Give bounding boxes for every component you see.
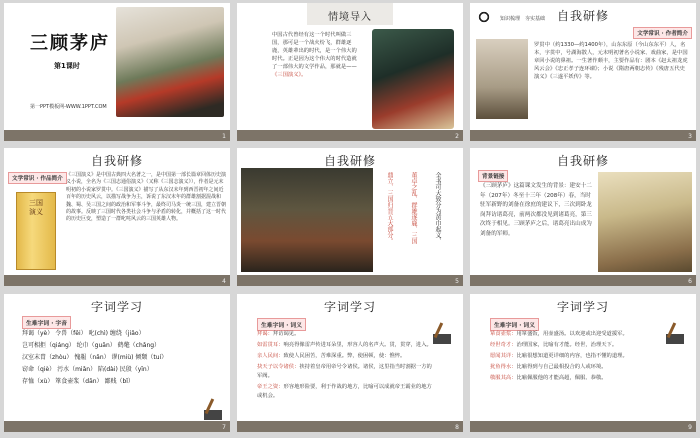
section-tag: 文学常识 · 作品简介 [8,172,67,184]
intro-text [272,31,362,79]
structure-text-col-3: 鼎立、三国归晋五大部分。 [386,172,393,244]
slide-number: 3 [688,133,692,140]
slide-footer-bar [4,275,230,286]
slide-title: 情境导入 [328,12,372,23]
definition: 比喻得到与自己最相投合的人或环境。 [516,364,607,370]
slide-footer-bar [470,421,696,432]
slide-footer-bar [470,275,696,286]
slide-footer-bar [470,130,696,141]
slide-number: 1 [222,133,226,140]
slide-number: 7 [222,424,226,431]
heroes-painting [372,29,454,129]
term: 拜谒： [257,331,273,337]
slide-title: 字词学习 [556,300,609,314]
slide-subtitle: 第1课时 [54,62,80,70]
term: 箪食壶浆： [490,331,517,337]
term: 抉天子以令诸侯： [257,364,300,370]
definition: 响亮得像雷声传进耳朵里，形容人的名声大。贯，贯穿，进入。 [283,342,432,348]
knowledge-caption: 知识梳理 夯实基础 [500,16,546,22]
definition-item [490,352,670,361]
definition-item [490,341,670,350]
pronunciation-line: 拜谒（yè） 令兽（fěi） 叱(chì) 缠绕（jiǎo） [22,330,145,337]
definition-list [490,330,670,385]
slide-footer-bar [237,130,463,141]
section-tag: 生难字词 · 字音 [22,316,71,329]
definition-item [490,374,670,383]
template-url: 第一PPT模板网-WWW.1PPT.COM [30,104,107,110]
book-title: 三国演义 [29,199,43,216]
section-tag: 生难字词 · 词义 [257,318,306,331]
slide-thumbnail-9[interactable] [470,294,696,432]
definition: 致使人民困苦，苦难深重。弊，使困顿，使：憔悴。 [283,353,406,359]
section-tag: 生难字词 · 词义 [490,318,539,331]
slide-title: 自我研修 [323,154,376,168]
definition: 用箪盛饭，用壶盛汤。以欢迎或出迎受道援军。 [516,331,628,337]
slide-footer-bar [237,421,463,432]
slide-thumbnail-3[interactable] [470,3,696,141]
slide-thumbnail-4[interactable] [4,148,230,286]
slide-title: 字词学习 [323,300,376,314]
slide-thumbnail-8[interactable] [237,294,463,432]
slide-title: 自我研修 [90,154,143,168]
term: 愿闻其详： [490,353,517,359]
painting-image [116,7,224,117]
pronunciation-list [22,328,200,388]
slide-number: 9 [688,424,692,431]
term: 亲人民间： [257,353,284,359]
structure-text-col-1: 全书可大致分为黄巾起义、 [434,172,441,244]
definition-item [257,352,437,361]
author-portrait [476,39,528,119]
term: 经世奇才： [490,342,517,348]
slide-thumbnail-2[interactable] [237,3,463,141]
pronunciation-line: 存恤（xù） 箪食壶浆（dān） 鄙贱（bǐ） [22,378,134,385]
author-intro-text: 罗贯中（约1330—约1400年），山东东原（今山东东平）人，名本，字贯中，号湖海散人，元末明初著名小说家、戏曲家，是中国章回小说的鼻祖。一生著作颇丰，主要作品有：剧本《赵太祖龙虎风云会》《忠正孝子连环谏》；小说《隋唐两朝志传》《残唐五代史演义》《三遂平妖传》等。 [534,42,688,80]
background-text: 《三顾茅庐》这篇课文发生的背景：建安十二年（207年）冬至十三年（208年）春，当时驻军新野的刘备在徐庶的建议下，三次到卧龙岗拜访诸葛亮，前两次都没见到诸葛亮，第三次终于相见。三顾茅庐之后，诸葛亮出山成为刘备的军师。 [480,183,592,237]
definition: 拜访谒见。 [272,331,300,337]
slide-thumbnail-6[interactable] [470,148,696,286]
definition: 挟持着皇帝用帝号令诸侯。诸侯，这里指当时割据一方的军阀。 [257,364,432,379]
term: 敬服其高： [490,375,517,381]
term: 如雷贯耳： [257,342,284,348]
brush-inkstone-icon [200,394,230,424]
slide-thumbnail-7[interactable] [4,294,230,432]
definition: 形容地形险要，利于作战的地方，比喻可以成就帝王霸业的地方或机会。 [257,384,432,399]
structure-text-col-2: 董卓之乱、群雄逐鹿、三国 [410,172,417,244]
intro-highlight: 《三国演义》。 [272,72,307,78]
slide-footer-bar [237,275,463,286]
work-intro-text: 《三国演义》是中国古典四大名著之一，是中国第一部长篇章回体历史演义小说，全名为《三国志通俗演义》（又称《三国志演义》），作者是元末明初的小说家罗贯中。《三国演义》描写了从东汉末年到西晋初年之间近百年的历史风云，以描写战争为主，诉说了东汉末年的群雄割据混战和魏、蜀、吴三国之间的政治和军事斗争，最终司马炎一统三国，建立晋朝的故事。反映了三国时代各类社会斗争与矛盾的转化，并概括了这一时代的历史巨变，塑造了一群叱咤风云的三国英雄人物。 [66,172,227,223]
slide-thumbnail-5[interactable] [237,148,463,286]
slide-footer-bar [4,130,230,141]
definition-item [490,363,670,372]
slide-footer-bar [4,421,230,432]
definition-list [257,330,437,403]
definition: 治理国家，比喻有才能。经世，治理天下。 [516,342,618,348]
slide-number: 2 [455,133,459,140]
definition: 比喻佩服他的才能高超，佩服、恭敬。 [516,375,607,381]
slide-title: 自我研修 [556,154,609,168]
section-tag: 背景链接 [478,170,508,182]
tv-drama-still [241,168,373,272]
slide-title: 三顾茅庐 [30,33,110,54]
slide-number: 5 [455,278,459,285]
definition-item [257,363,437,381]
thatched-cottage-painting [598,172,692,272]
slide-number: 8 [455,424,459,431]
term: 犹鱼得水： [490,364,517,370]
pronunciation-line: 窃命（qiè） 污水（miǎn） 陷(dài) 民殷（yīn） [22,366,153,373]
section-tag: 文学常识 · 作者简介 [633,27,692,39]
term: 帝王之资： [257,384,284,390]
pronunciation-line: 汉室末胄（zhòu） 愧赧（nǎn） 谬(miù) 倾颓（tuí） [22,354,168,361]
definition-item [257,330,437,339]
slide-thumbnail-1[interactable] [4,3,230,141]
definition-item [257,383,437,401]
definition: 比喻很想知道更详细的内容，也指不懂的道理。 [516,353,628,359]
book-cover-image [16,192,56,270]
slide-title: 自我研修 [556,9,609,23]
slide-number: 4 [222,278,226,285]
definition-item [257,341,437,350]
intro-body: 中国古代曾经有这一个时代叫做三国，那可是一个战火纷飞，群雄逐鹿，英雄辈出的时代，是一个伟大的时代。正是因为这个伟大的时代造就了一部伟大的文学作品，那就是—— [272,32,357,70]
slide-number: 6 [688,278,692,285]
pronunciation-line: 岂可相拒（qiáng） 纶巾（guān） 鹤氅（chǎng） [22,342,161,349]
slide-title: 字词学习 [90,300,143,314]
definition-item [490,330,670,339]
